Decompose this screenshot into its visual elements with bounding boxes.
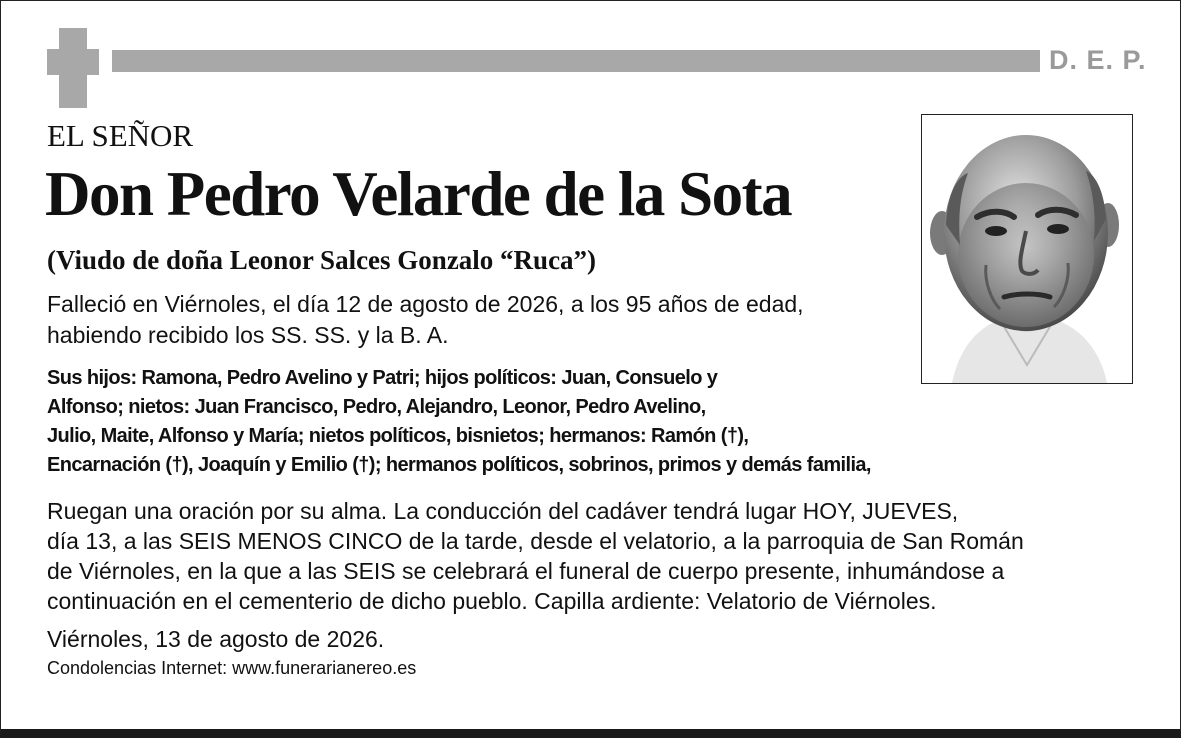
funeral-line: Ruegan una oración por su alma. La conducción del cadáver tendrá lugar HOY, JUEVES, bbox=[47, 498, 959, 524]
portrait-image bbox=[922, 115, 1132, 383]
funeral-line: día 13, a las SEIS MENOS CINCO de la tarde, desde el velatorio, a la parroquia de San Román bbox=[47, 528, 1024, 554]
header-rule bbox=[112, 50, 1040, 72]
family-line: Alfonso; nietos: Juan Francisco, Pedro, Alejandro, Leonor, Pedro Avelino, bbox=[47, 396, 706, 418]
deceased-photo bbox=[921, 114, 1133, 384]
funeral-line: continuación en el cementerio de dicho pueblo. Capilla ardiente: Velatorio de Viérnoles. bbox=[47, 588, 937, 614]
family-line: Julio, Maite, Alfonso y María; nietos políticos, bisnietos; hermanos: Ramón (†), bbox=[47, 425, 749, 447]
deceased-name: Don Pedro Velarde de la Sota bbox=[45, 159, 792, 229]
death-details bbox=[47, 289, 917, 351]
honorific: EL SEÑOR bbox=[47, 118, 194, 153]
funeral-line: de Viérnoles, en la que a las SEIS se celebrará el funeral de cuerpo presente, inhumándose a bbox=[47, 558, 1005, 584]
death-details-line: Falleció en Viérnoles, el día 12 de agosto de 2026, a los 95 años de edad, bbox=[47, 291, 804, 317]
family-line: Encarnación (†), Joaquín y Emilio (†); hermanos políticos, sobrinos, primos y demás familia, bbox=[47, 454, 871, 476]
death-details-line: habiendo recibido los SS. SS. y la B. A. bbox=[47, 322, 449, 348]
family-line: Sus hijos: Ramona, Pedro Avelino y Patri; hijos políticos: Juan, Consuelo y bbox=[47, 367, 718, 389]
place-date: Viérnoles, 13 de agosto de 2026. bbox=[47, 626, 385, 652]
dep-label: D. E. P. bbox=[1049, 45, 1147, 75]
widow-of-line: (Viudo de doña Leonor Salces Gonzalo “Ruca”) bbox=[47, 245, 597, 275]
cross-horizontal-beam bbox=[47, 49, 99, 75]
funeral-details bbox=[47, 496, 1147, 616]
condolences-line: Condolencias Internet: www.funerarianereo.es bbox=[47, 658, 417, 678]
